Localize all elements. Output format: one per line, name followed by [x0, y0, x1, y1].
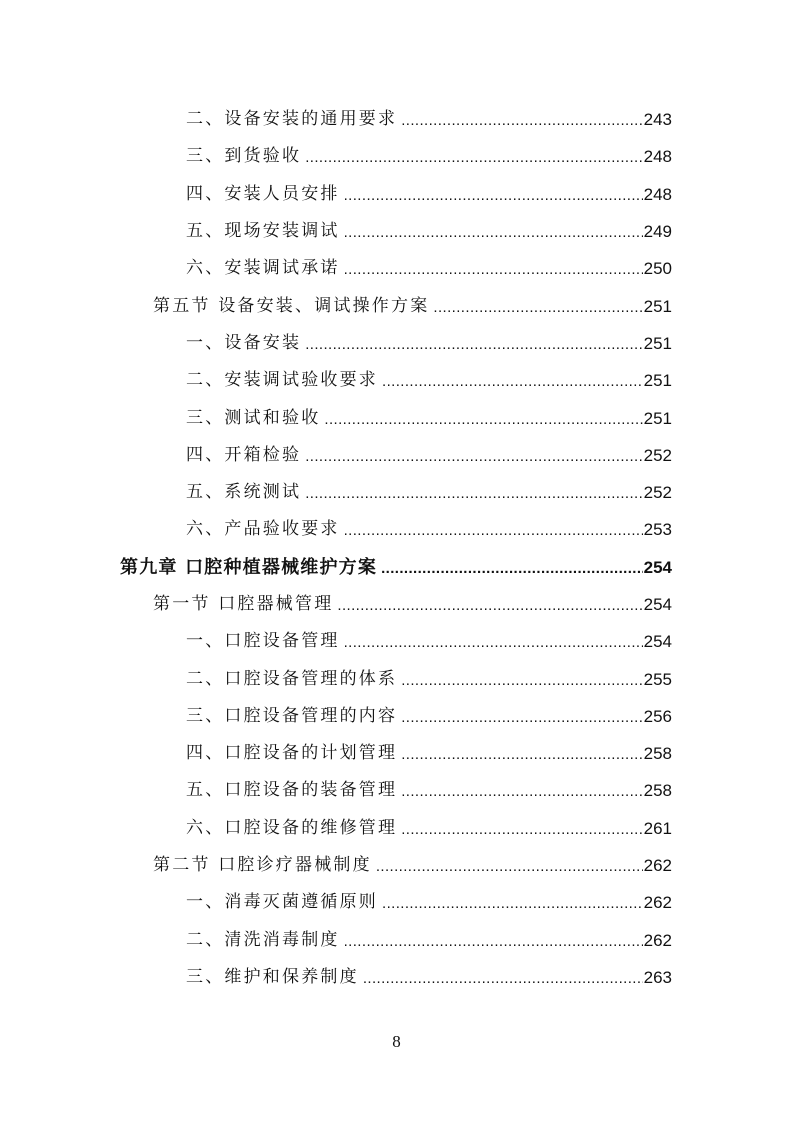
toc-entry-page: 254: [643, 557, 672, 577]
toc-entry-page: 248: [643, 184, 672, 204]
toc-dot-leader: [344, 923, 643, 960]
toc-dot-leader: [382, 363, 643, 400]
toc-entry[interactable]: [0, 176, 793, 213]
toc-entry[interactable]: [0, 325, 793, 362]
toc-dot-leader: [344, 512, 643, 549]
toc-dot-leader: [433, 289, 642, 326]
toc-entry-page: 262: [643, 893, 672, 913]
toc-entry-title: 二、口腔设备管理的体系: [186, 661, 399, 698]
toc-entry-title: 四、安装人员安排: [186, 176, 342, 213]
toc-dot-leader: [382, 885, 643, 922]
toc-entry-title: 二、设备安装的通用要求: [186, 101, 399, 138]
toc-entry-page: 243: [643, 110, 672, 130]
toc-entry-page: 251: [643, 371, 672, 391]
toc-entry-page: 252: [643, 445, 672, 465]
toc-entry-title: 一、设备安装: [186, 325, 303, 362]
toc-entry[interactable]: [0, 213, 793, 250]
toc-entry-page: 253: [643, 520, 672, 540]
toc-entry[interactable]: [0, 810, 793, 847]
toc-entry-title: 第九章 口腔种植器械维护方案: [120, 549, 379, 586]
toc-dot-leader: [401, 736, 642, 773]
toc-dot-leader: [376, 848, 643, 885]
toc-entry[interactable]: [0, 660, 793, 697]
toc-entry-title: 五、口腔设备的装备管理: [186, 772, 399, 809]
toc-entry-title: 二、清洗消毒制度: [186, 922, 342, 959]
toc-entry-page: 251: [643, 333, 672, 353]
toc-entry-page: 250: [643, 259, 672, 279]
toc-dot-leader: [363, 960, 643, 997]
toc-entry-page: 261: [643, 818, 672, 838]
toc-entry[interactable]: [0, 884, 793, 921]
toc-dot-leader: [344, 177, 643, 214]
toc-dot-leader: [305, 475, 642, 512]
toc-entry[interactable]: [0, 511, 793, 548]
toc-entry[interactable]: [0, 250, 793, 287]
toc-dot-leader: [401, 699, 642, 736]
toc-entry[interactable]: [0, 362, 793, 399]
toc-entry[interactable]: [0, 437, 793, 474]
toc-entry-page: 252: [643, 483, 672, 503]
toc-section-entry[interactable]: [0, 586, 793, 623]
toc-entry-title: 五、现场安装调试: [186, 213, 342, 250]
toc-entry-title: 六、产品验收要求: [186, 511, 342, 548]
toc-entry-title: 第五节 设备安装、调试操作方案: [153, 288, 431, 325]
toc-entry-title: 五、系统测试: [186, 474, 303, 511]
toc-entry-title: 四、口腔设备的计划管理: [186, 735, 399, 772]
toc-entry-page: 262: [643, 856, 672, 876]
toc-entry-page: 254: [643, 632, 672, 652]
toc-dot-leader: [337, 587, 642, 624]
toc-entry[interactable]: [0, 399, 793, 436]
toc-entry-page: 258: [643, 744, 672, 764]
page-number: 8: [392, 1032, 401, 1051]
toc-entry-title: 二、安装调试验收要求: [186, 362, 380, 399]
toc-entry[interactable]: [0, 623, 793, 660]
toc-dot-leader: [305, 139, 642, 176]
table-of-contents: [0, 101, 793, 996]
toc-entry-page: 255: [643, 669, 672, 689]
toc-entry-title: 第二节 口腔诊疗器械制度: [153, 847, 374, 884]
toc-dot-leader: [401, 773, 642, 810]
toc-entry-title: 六、安装调试承诺: [186, 250, 342, 287]
toc-entry-page: 254: [643, 595, 672, 614]
toc-entry-title: 三、测试和验收: [186, 400, 322, 437]
toc-entry-page: 251: [643, 408, 672, 428]
toc-entry-page: 262: [643, 930, 672, 950]
toc-dot-leader: [344, 624, 643, 661]
toc-entry[interactable]: [0, 138, 793, 175]
toc-entry[interactable]: [0, 101, 793, 138]
toc-entry-page: 256: [643, 706, 672, 726]
toc-dot-leader: [344, 214, 643, 251]
toc-entry-title: 一、消毒灭菌遵循原则: [186, 884, 380, 921]
toc-entry[interactable]: [0, 735, 793, 772]
toc-entry[interactable]: [0, 922, 793, 959]
toc-entry-page: 263: [643, 967, 672, 987]
toc-entry[interactable]: [0, 698, 793, 735]
toc-section-entry[interactable]: [0, 847, 793, 884]
toc-entry[interactable]: [0, 474, 793, 511]
toc-dot-leader: [381, 550, 643, 587]
toc-dot-leader: [401, 811, 642, 848]
toc-entry-title: 三、到货验收: [186, 138, 303, 175]
toc-entry-page: 258: [643, 781, 672, 801]
toc-entry-page: 248: [643, 147, 672, 167]
toc-chapter-entry[interactable]: [0, 549, 793, 586]
toc-entry-title: 四、开箱检验: [186, 437, 303, 474]
toc-entry-title: 六、口腔设备的维修管理: [186, 810, 399, 847]
toc-entry-title: 三、口腔设备管理的内容: [186, 698, 399, 735]
toc-entry[interactable]: [0, 959, 793, 996]
toc-dot-leader: [401, 662, 642, 699]
toc-dot-leader: [324, 401, 642, 438]
toc-section-entry[interactable]: [0, 287, 793, 324]
toc-entry-title: 一、口腔设备管理: [186, 623, 342, 660]
toc-dot-leader: [305, 326, 642, 363]
toc-dot-leader: [344, 251, 643, 288]
toc-entry-page: 249: [643, 222, 672, 242]
toc-entry-title: 三、维护和保养制度: [186, 959, 361, 996]
toc-entry[interactable]: [0, 772, 793, 809]
toc-entry-page: 251: [643, 296, 672, 316]
toc-entry-title: 第一节 口腔器械管理: [153, 586, 335, 623]
toc-dot-leader: [305, 438, 642, 475]
toc-dot-leader: [401, 102, 642, 139]
